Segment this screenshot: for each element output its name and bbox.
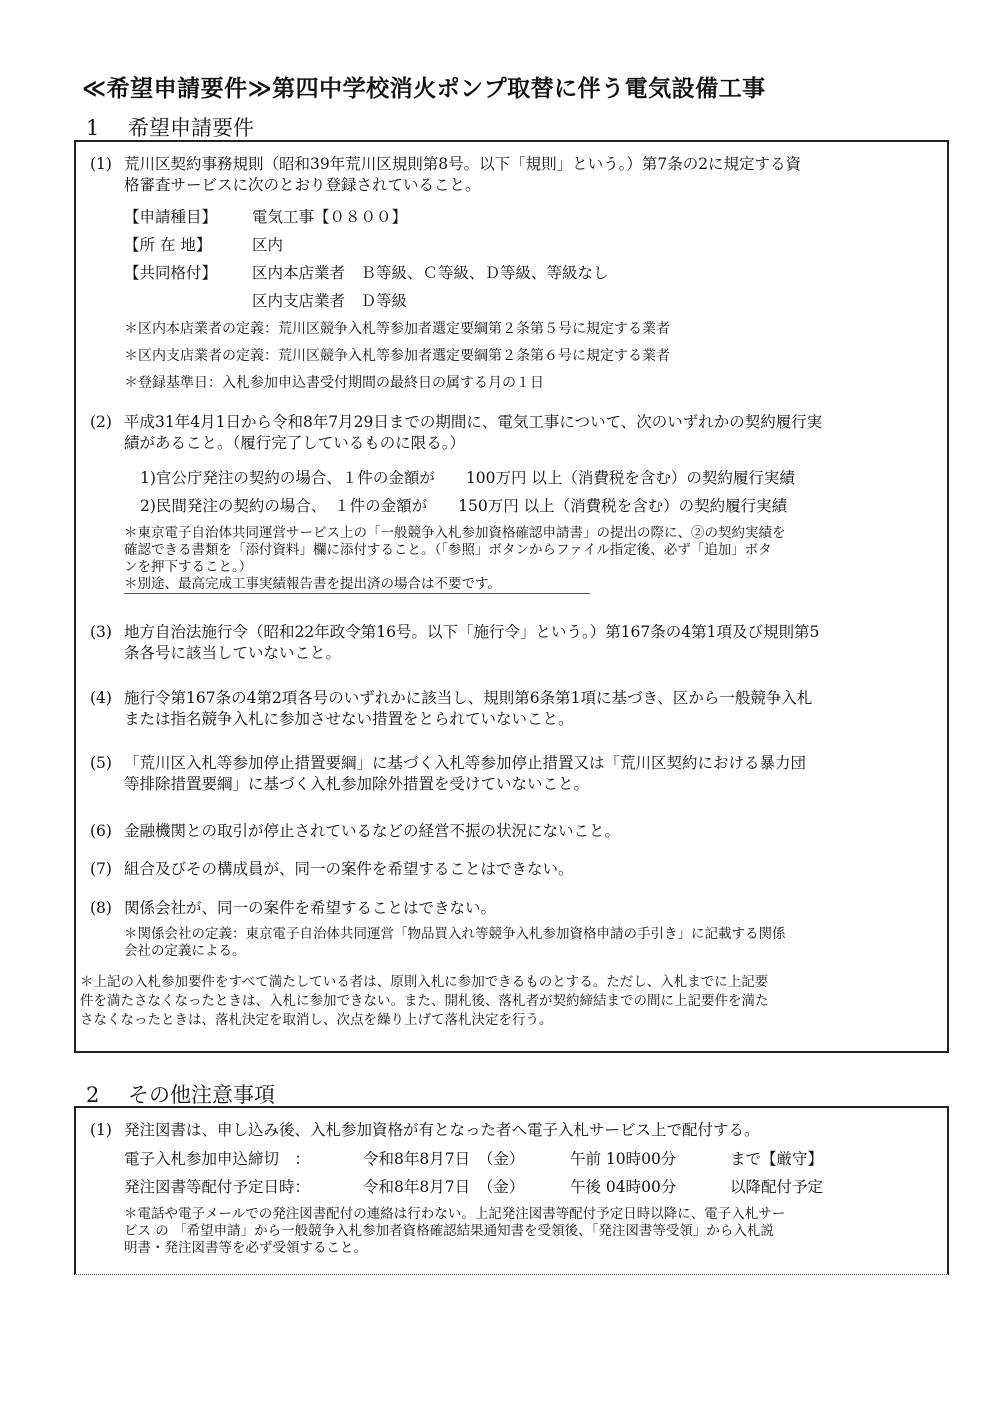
distribution-time: 午後 04時00分 [570, 1178, 677, 1196]
rank-value-1: 区内本店業者 Ｂ等級、Ｃ等級、Ｄ等級、等級なし [252, 264, 609, 282]
item1-line1: 荒川区契約事務規則（昭和39年荒川区規則第8号。以下「規則」という。）第7条の2に規定する資 [124, 155, 802, 173]
item5-line1: 「荒川区入札等参加停止措置要綱」に基づく入札等参加停止措置又は「荒川区契約における暴力団 [124, 754, 807, 772]
deadline-date: 令和8年8月7日 （金） [363, 1150, 525, 1168]
s2-note1c: 明書・発注図書等を必ず受領すること。 [124, 1240, 367, 1256]
deadline-note: まで【厳守】 [730, 1150, 824, 1168]
item8-note1a: ＊関係会社の定義：東京電子自治体共同運営「物品買入れ等競争入札参加資格申請の手引き」に記載する関係 [124, 926, 786, 942]
item2-sub2: 2)民間発注の契約の場合、 １件の金額が 150万円 以上（消費税を含む）の契約履行実績 [140, 497, 788, 515]
section1-footer-line1: ＊上記の入札参加要件をすべて満たしている者は、原則入札に参加できるものとする。ただし、入札までに上記要 [80, 974, 769, 990]
item3-number: (3) [90, 623, 112, 641]
item3-line1: 地方自治法施行令（昭和22年政令第16号。以下「施行令」という。）第167条の4第1項及び規則第5 [124, 623, 820, 641]
rank-label: 【共同格付】 [124, 264, 218, 282]
distribution-date: 令和8年8月7日 （金） [363, 1178, 525, 1196]
section1-footer-line2: 件を満たさなくなったときは、入札に参加できない。また、開札後、落札者が契約締結までの間に上記要件を満た [80, 993, 769, 1009]
item3-line2: 条各号に該当していないこと。 [124, 644, 342, 662]
item8-line1: 関係会社が、同一の案件を希望することはできない。 [124, 899, 497, 917]
item2-note1a: ＊東京電子自治体共同運営サービス上の「一般競争入札参加資格確認申請書」の提出の際に、②の契約実績を [124, 525, 786, 541]
item2-line1: 平成31年4月1日から令和8年7月29日までの期間に、電気工事について、次のいずれかの契約履行実 [124, 413, 823, 431]
item2-note1c: ンを押下すること。） [124, 559, 253, 575]
s2-note1b: ビス の 「希望申請」から一般競争入札参加者資格確認結果通知書を受領後、「発注図書等受領」から入札説 [124, 1223, 774, 1239]
item8-note1b: 会社の定義による。 [124, 943, 246, 959]
item1-note3: ＊登録基準日：入札参加申込書受付期間の最終日の属する月の１日 [124, 375, 544, 391]
document-title: ≪希望申請要件≫第四中学校消火ポンプ取替に伴う電気設備工事 [82, 76, 766, 102]
item2-number: (2) [90, 413, 112, 431]
item1-line2: 格審査サービスに次のとおり登録されていること。 [124, 176, 481, 194]
item1-note2: ＊区内支店業者の定義：荒川区競争入札等参加者選定要綱第２条第６号に規定する業者 [124, 348, 670, 364]
item7-number: (7) [90, 860, 112, 878]
item7-line1: 組合及びその構成員が、同一の案件を希望することはできない。 [124, 860, 574, 878]
section1-heading [86, 112, 254, 142]
item2-note1b: 確認できる書類を「添付資料」欄に添付すること。（「参照」ボタンからファイル指定後、必ず「追加」ボタ [124, 542, 772, 558]
deadline-label: 電子入札参加申込締切 ： [124, 1150, 311, 1168]
s2-note1a: ＊電話や電子メールでの発注図書配付の連絡は行わない。上記発注図書等配付予定日時以降に、電子入札サー [124, 1206, 786, 1222]
item2-note2: ＊別途、最高完成工事実績報告書を提出済の場合は不要です。 [124, 576, 590, 594]
category-label: 【申請種目】 [124, 208, 218, 226]
section1-footer-line3: さなくなったときは、落札決定を取消し、次点を繰り上げて落札決定を行う。 [80, 1012, 553, 1028]
section1-title: 希望申請要件 [128, 116, 254, 140]
item1-note1: ＊区内本店業者の定義：荒川区競争入札等参加者選定要綱第２条第５号に規定する業者 [124, 321, 670, 337]
section2-number: 2 [86, 1083, 100, 1107]
item8-number: (8) [90, 899, 112, 917]
item6-number: (6) [90, 822, 112, 840]
section1-number: 1 [86, 116, 100, 140]
section2-title: その他注意事項 [128, 1083, 275, 1107]
item5-line2: 等排除措置要綱」に基づく入札参加除外措置を受けていないこと。 [124, 775, 590, 793]
location-label: 【所 在 地】 [124, 236, 212, 254]
s2-item1-line1: 発注図書は、申し込み後、入札参加資格が有となった者へ電子入札サービス上で配付する。 [124, 1121, 760, 1139]
location-value: 区内 [252, 236, 284, 254]
category-value: 電気工事【０８００】 [252, 208, 408, 226]
item2-sub1: 1)官公庁発注の契約の場合、１件の金額が 100万円 以上（消費税を含む）の契約履行実績 [140, 469, 795, 487]
deadline-time: 午前 10時00分 [570, 1150, 677, 1168]
item1-number: (1) [90, 155, 112, 173]
rank-value-2: 区内支店業者 Ｄ等級 [252, 292, 408, 310]
item5-number: (5) [90, 754, 112, 772]
item2-line2: 績があること。（履行完了しているものに限る。） [124, 434, 466, 452]
distribution-note: 以降配付予定 [730, 1178, 824, 1196]
section2-heading [86, 1079, 275, 1109]
s2-item1-number: (1) [90, 1121, 112, 1139]
distribution-label: 発注図書等配付予定日時： [124, 1178, 311, 1196]
item4-line2: または指名競争入札に参加させない措置をとられていないこと。 [124, 710, 574, 728]
item4-number: (4) [90, 689, 112, 707]
item6-line1: 金融機関との取引が停止されているなどの経営不振の状況にないこと。 [124, 822, 621, 840]
item4-line1: 施行令第167条の4第2項各号のいずれかに該当し、規則第6条第1項に基づき、区から一般競争入札 [124, 689, 813, 707]
